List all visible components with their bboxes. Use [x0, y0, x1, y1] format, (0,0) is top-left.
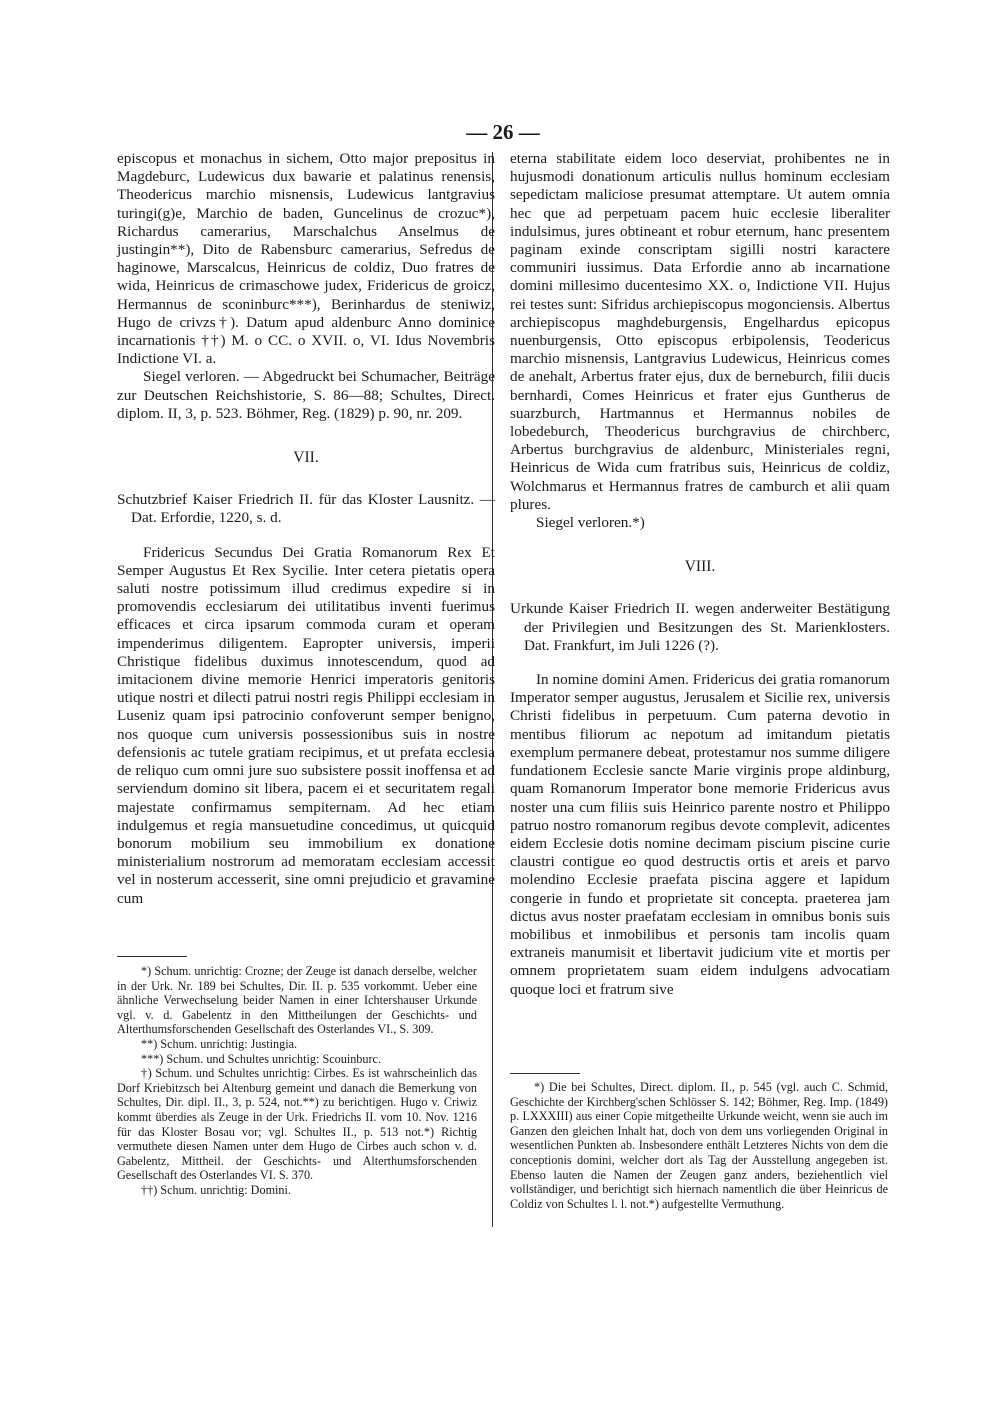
paragraph: Siegel verloren. — Abgedruckt bei Schumacher, Beiträge zur Deutschen Reichshistorie, S. 86—88; Schultes, Direct. diplom. II, 3, p. 523. Böhmer, Reg. (1829) p. 90, nr. 209. [117, 368, 495, 422]
section-numeral: VII. [293, 449, 319, 467]
footnote: †) Schum. und Schultes unrichtig: Cirbes. Es ist wahrscheinlich das Dorf Kriebitzsch bei Altenburg gemeint und danach die Bemerkung von Schultes, Dir. dipl. II., 3, p. 524, not.**) zu berichtigen. Hugo v. Criwiz kommt überdies als Zeuge in der Urk. Friedrichs II. vom 10. Nov. 1216 für das Kloster Bosau vor; vgl. Schultes II., p. 513 not.*) Richtig vermuthete diesen Namen unter dem Hugo de Cirbes auch schon v. d. Gabelentz, Mittheil. der Geschichts- und Alterthumsforschenden Gesellschaft des Osterlandes VI. S. 370. [117, 1066, 477, 1183]
left-footnotes [117, 964, 477, 1198]
footnote: ***) Schum. und Schultes unrichtig: Scouinburc. [141, 1051, 382, 1066]
footnote: *) Die bei Schultes, Direct. diplom. II., p. 545 (vgl. auch C. Schmid, Geschichte der Kirchberg'schen Schlösser S. 142; Böhmer, Reg. Imp. (1849) p. LXXXIII) aus einer Copie mitgetheilte Urkunde weicht, wenn sie auch im Ganzen den gleichen Inhalt hat, doch von dem uns vorliegenden Original in wesentlichen Punkten ab. Insbesondere enthält Letzteres Nichts von dem die conceptionis domini, welcher dort als Tag der Ausstellung angegeben ist. Ebenso lauten die Namen der Zeugen ganz anders, beziehentlich viel vollständiger, und berichtigt sich hiernach namentlich die über Heinricus de Coldiz von Schultes l. l. not.*) aufgestellte Vermuthung. [510, 1080, 888, 1211]
section-heading: Schutzbrief Kaiser Friedrich II. für das Kloster Lausnitz. — Dat. Erfordie, 1220, s. d. [117, 491, 495, 527]
footnote: *) Schum. unrichtig: Crozne; der Zeuge ist danach derselbe, welcher in der Urk. Nr. 189 bei Schultes, Dir. II. p. 535 vorkommt. Ueber eine ähnliche Verwechselung beider Namen in einer Ichtershauser Urkunde vgl. v. d. Gabelentz in den Mittheilungen der Geschichts- und Alterthumsforschenden Gesellschaft des Osterlandes VI., S. 309. [117, 964, 477, 1037]
left-column [117, 150, 495, 908]
footnote: **) Schum. unrichtig: Justingia. [141, 1036, 298, 1051]
paragraph: In nomine domini Amen. Fridericus dei gratia romanorum Imperator semper augustus, Jerusalem et Sicilie rex, universis Christi fidelibus in perpetuum. Cum paterna devotio in mentibus filiorum ac nepotum ad imitandum pietatis exemplum permanere debeat, protestamur nos summe diligere fundationem Ecclesie sancte Marie virginis prope aldinburg, quam Romanorum Imperator bone memorie Fridericus avus noster una cum filiis suis Heinrico parente nostro et Philippo patruo nostro romanorum regibus devote complevit, adicentes eidem Ecclesie dotis nomine decimam piscium piscine curie claustri contigue eo quod destructis ortis et areis et parvo molendino Ecclesie praefata piscina aggere et lapidum congerie in fundo et proprietate sit concepta. praeterea jam dictus avus noster praefatam ecclesiam in omnibus bonis suis mobilibus et inmobilibus et personis tam incolis quam extraneis manumisit et libertavit judicium vite et mortis per omnem proprietatem suam eidem indulgens advocatiam quoque loci et fratrum sive [510, 671, 890, 998]
section-numeral: VIII. [684, 558, 716, 576]
right-column [510, 150, 890, 999]
paragraph: Siegel verloren.*) [536, 514, 645, 532]
paragraph: Fridericus Secundus Dei Gratia Romanorum Rex Et Semper Augustus Et Rex Sycilie. Inter cetera pietatis opera saluti nostre potissimum illud credimus expedire si in promovendis ecclesiarum dei utilitatibus inventi fuerimus efficaces et circa ipsarum commoda curam et operam impenderimus diligentem. Eapropter universis, imperii Christique fidelibus duximus innotescendum, quod ad imitacionem divine memorie Henrici imperatoris genitoris utique nostri et dilecti patrui nostri regis Philippi ecclesiam in Luseniz quam ipsi patrocinio confoverunt semper benigno, nos quoque cum universis possessionibus suis in nostre defensionis ac tutele gratiam recipimus, et ut prefata ecclesia de reliquo cum omni jure suo subsistere possit inoffensa et ad serviendum domino sit libera, pacem ei et securitatem regali majestate confirmamus sempiternam. Ad hec etiam indulgemus et regia mansuetudine concedimus, ut quicquid bonorum mobilium seu immobilium ex donatione ministerialium nostrorum ad memoratam ecclesiam accessit vel in nosterum accesserit, sine omni prejudicio et gravamine cum [117, 543, 495, 907]
footnote-rule [510, 1073, 580, 1074]
footnote: ††) Schum. unrichtig: Domini. [141, 1182, 291, 1197]
section-heading: Urkunde Kaiser Friedrich II. wegen anderweiter Bestätigung der Privilegien und Besitzungen des St. Marienklosters. Dat. Frankfurt, im Juli 1226 (?). [510, 600, 890, 654]
paragraph: eterna stabilitate eidem loco deserviat, prohibentes ne in hujusmodi donationum articulis nullus hominum ecclesiam sepedictam maliciose presumat attemptare. Ut autem omnia hec que ad perpetuam pacem huic ecclesie liberaliter indulsimus, jures obtineant et robur eternum, hanc presentem paginam exinde conscriptam sigilli nostri karactere communiri iussimus. Data Erfordie anno ab incarnatione domini millesimo ducentesimo XX. o, Indictione VII. Hujus rei testes sunt: Sifridus archiepiscopus mogonciensis. Albertus archiepiscopus maghdeburgensis, Engelhardus epicopus nuenburgensis, Otto episcopus erbipolensis, Teodericus marchio misnensis, Lantgravius Ludewicus, Heinricus comes de anehalt, Arbertus frater ejus, dux de berneburch, filii ducis bernhardi, Comes Heinricus et frater ejus Guntherus de suarzburch, Hartmannus et Hermannus nobiles de lobedeburch, Theodericus burchgravius de chirchberc, Arbertus burchgravius de aldenburc, Ministeriales regni, Heinricus de Wida cum fratribus suis, Heinricus de coldiz, Wolchmarus et Hermannus fratres de camburch et alii quam plures. [510, 150, 890, 513]
page-number: — 26 — [466, 120, 540, 144]
footnote-rule [117, 956, 187, 957]
right-footnotes [510, 1080, 888, 1211]
paragraph: episcopus et monachus in sichem, Otto major prepositus in Magdeburc, Ludewicus dux bawarie et palatinus renensis, Theodericus marchio misnensis, Ludewicus lantgravius turingi(g)e, Marchio de baden, Guncelinus de crozuc*), Richardus camerarius, Marschalchus Anselmus de justingin**), Dito de Rabensburc camerarius, Sefredus de haginowe, Marscalcus, Heinricus de coldiz, Duo fratres de wida, Heinricus de crimaschowe judex, Fridericus de groicz, Hermannus de sconinburc***), Berinhardus de steniwiz, Hugo de crivzs†). Datum apud aldenburc Anno dominice incarnationis ††) M. o CC. o XVII. o, VI. Idus Novembris Indictione VI. a. [117, 150, 495, 368]
